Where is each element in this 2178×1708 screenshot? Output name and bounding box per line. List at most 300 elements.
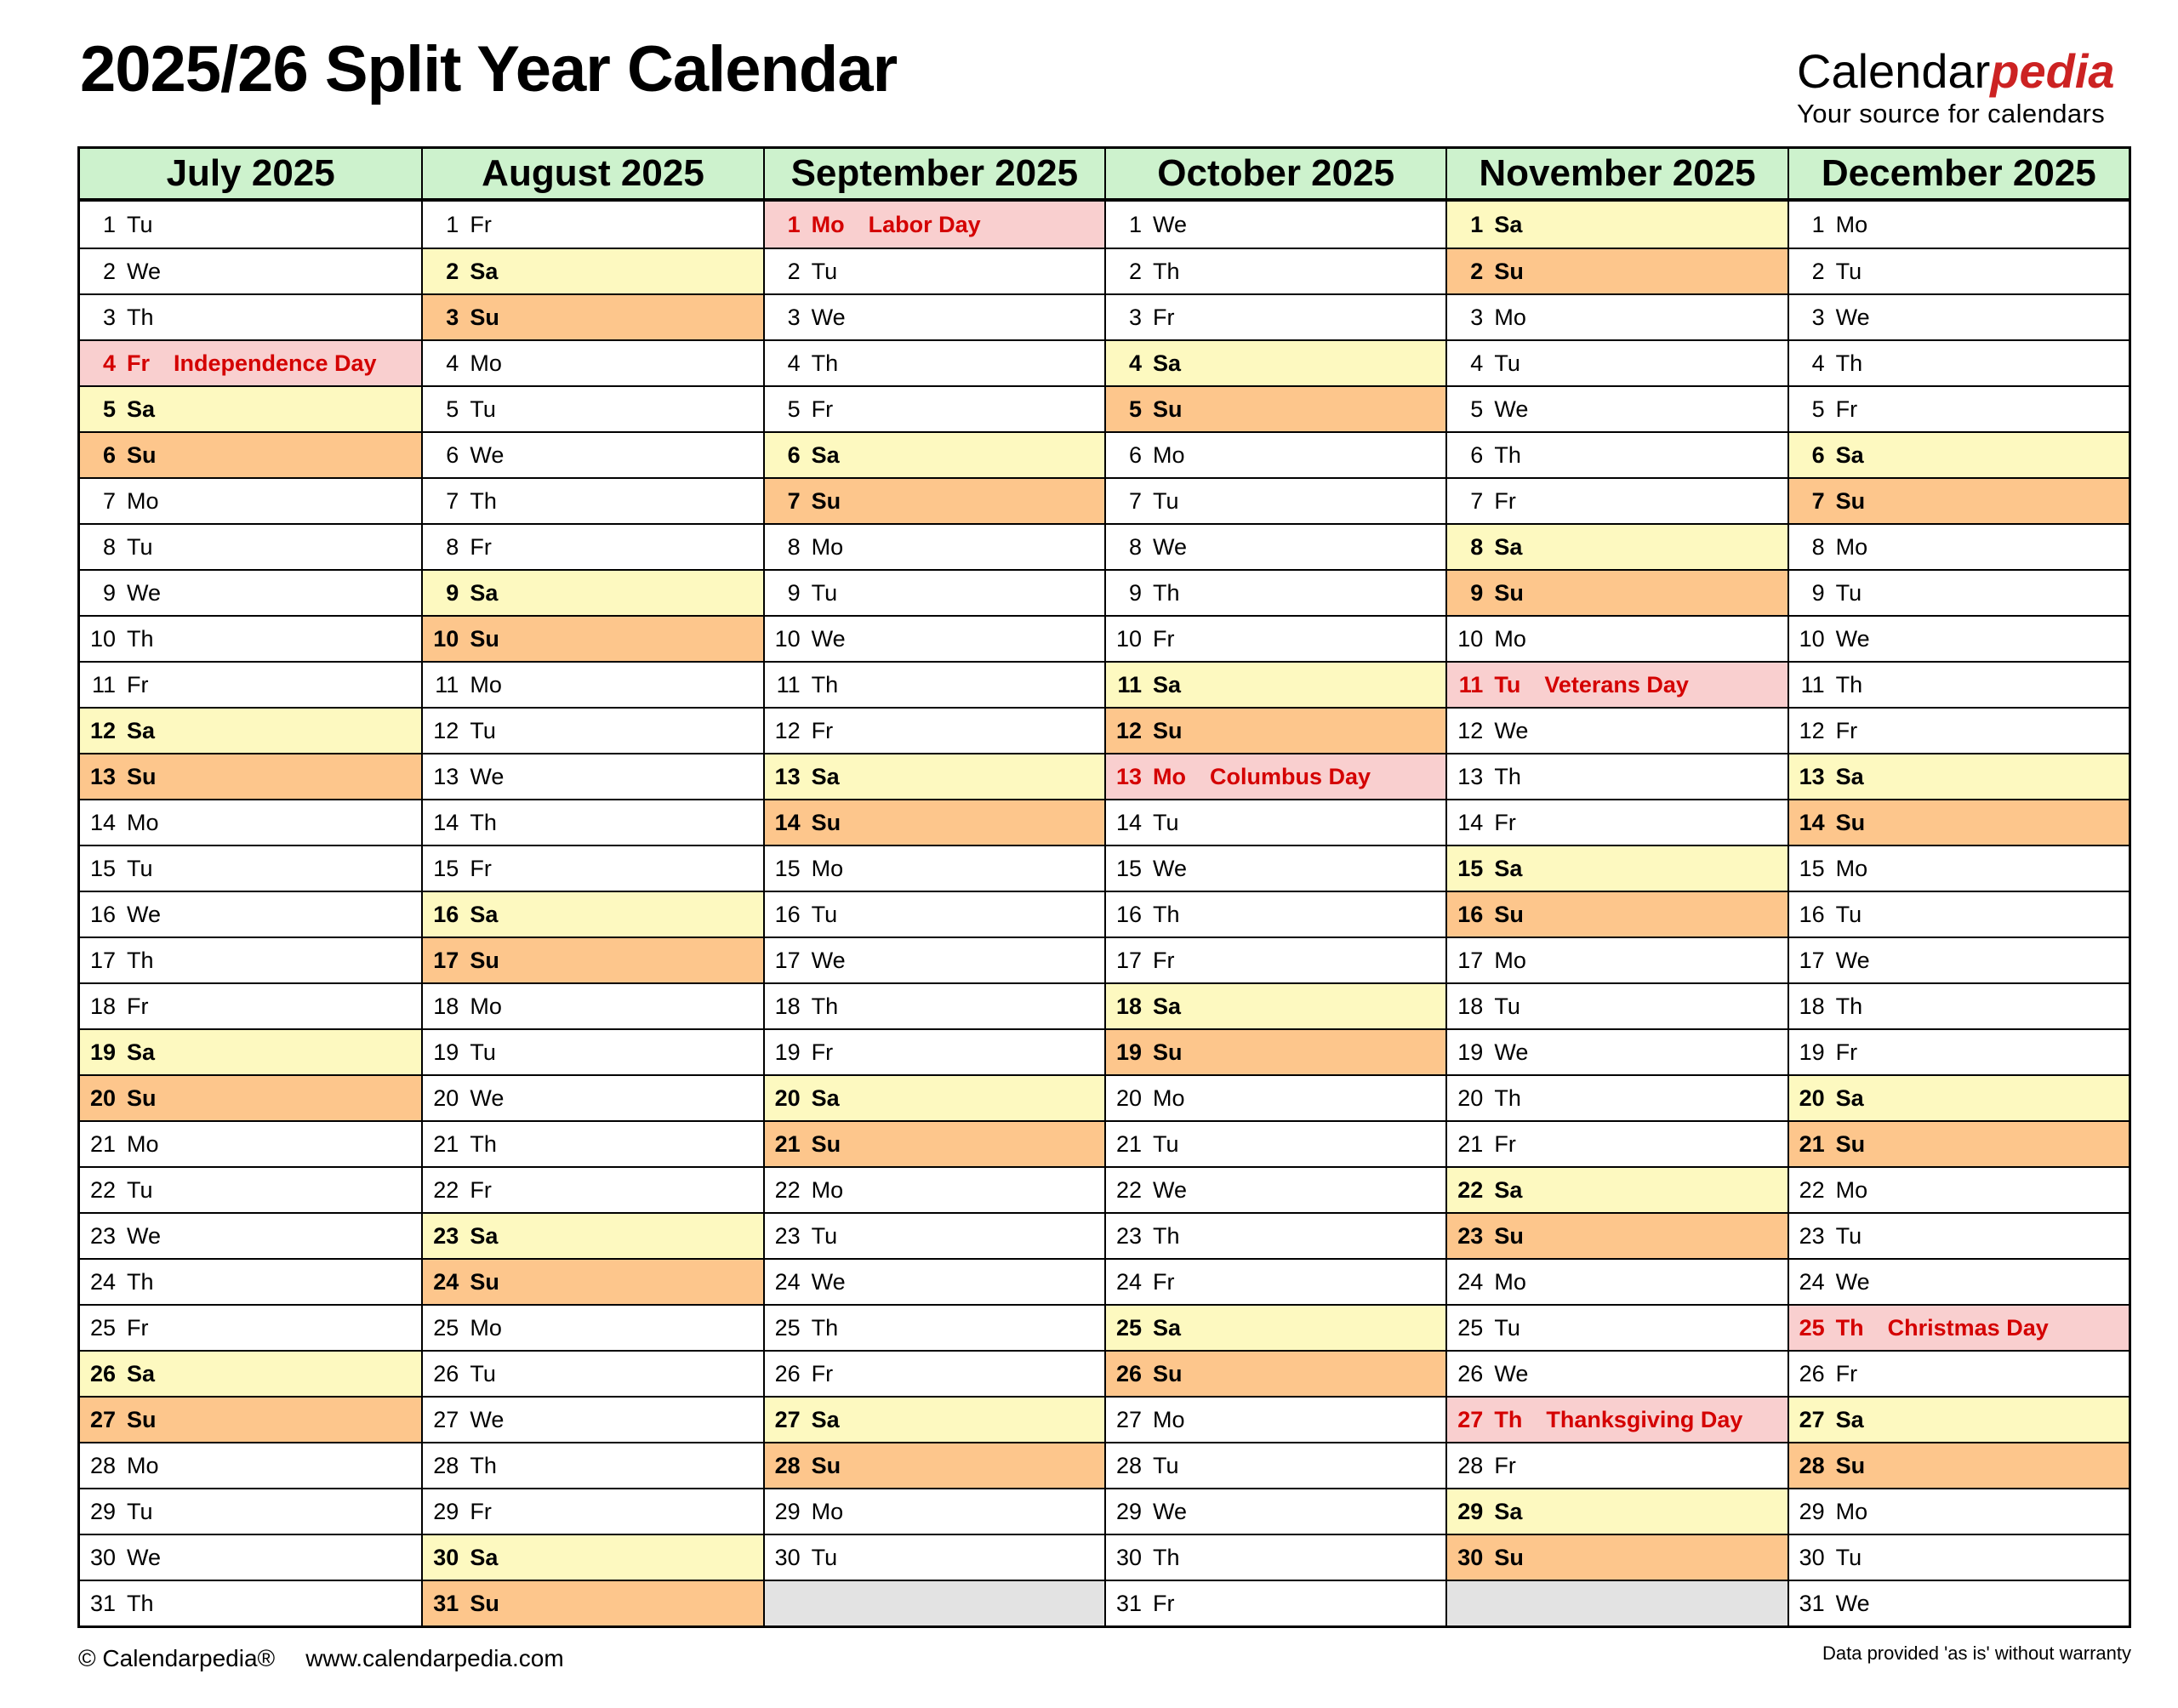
day-number: 14: [433, 809, 459, 835]
day-cell: [80, 1534, 421, 1580]
day-cell: [1447, 339, 1787, 385]
day-number: 22: [774, 1176, 801, 1203]
day-number: 19: [433, 1039, 459, 1065]
day-number: 23: [1115, 1222, 1142, 1249]
day-cell: [1447, 1028, 1787, 1074]
day-number: 17: [1457, 947, 1484, 973]
weekday-label: Mo: [470, 1314, 502, 1341]
weekday-label: Fr: [811, 1360, 834, 1386]
day-number: 4: [446, 350, 459, 376]
weekday-label: Su: [1153, 1039, 1183, 1065]
day-number: 30: [1799, 1544, 1825, 1570]
day-number: 15: [1115, 855, 1142, 881]
day-number: 6: [1128, 441, 1142, 468]
day-cell: [1447, 661, 1787, 707]
day-number: 12: [1457, 717, 1484, 743]
weekday-label: Sa: [1494, 855, 1523, 881]
day-number: 5: [1811, 396, 1825, 422]
day-cell: [1106, 1212, 1445, 1258]
day-cell: [1789, 1488, 2129, 1534]
day-number: 7: [102, 487, 116, 514]
logo-part-red: pedia: [1990, 44, 2115, 98]
day-cell: [1106, 431, 1445, 477]
weekday-label: We: [1153, 1176, 1188, 1203]
day-cell: [765, 753, 1104, 799]
weekday-label: Mo: [811, 855, 844, 881]
day-number: 13: [1115, 763, 1142, 789]
day-number: 14: [774, 809, 801, 835]
day-number: 22: [1799, 1176, 1825, 1203]
day-cell: [80, 891, 421, 937]
day-number: 8: [1811, 533, 1825, 560]
weekday-label: Th: [470, 487, 497, 514]
weekday-label: Sa: [811, 1085, 840, 1111]
day-cell: [423, 1258, 762, 1304]
weekday-label: Mo: [127, 1130, 159, 1157]
month-column: [1104, 149, 1445, 1625]
weekday-label: Mo: [1835, 1498, 1868, 1524]
day-number: 20: [1115, 1085, 1142, 1111]
weekday-label: Mo: [811, 1176, 844, 1203]
day-cell: [423, 293, 762, 339]
weekday-label: Su: [470, 304, 499, 330]
day-cell: [423, 615, 762, 661]
day-number: 30: [89, 1544, 116, 1570]
day-number: 1: [1811, 211, 1825, 237]
day-cell: [765, 937, 1104, 982]
day-cell: [1106, 891, 1445, 937]
weekday-label: Fr: [1153, 1590, 1175, 1616]
day-number: 24: [1115, 1268, 1142, 1295]
weekday-label: Th: [1153, 1544, 1180, 1570]
month-column: [1445, 149, 1787, 1625]
weekday-label: Sa: [811, 441, 840, 468]
day-cell: [1789, 982, 2129, 1028]
weekday-label: Sa: [470, 1222, 499, 1249]
day-cell: [1106, 1350, 1445, 1396]
weekday-label: Th: [1494, 1406, 1523, 1432]
day-cell: [1447, 1120, 1787, 1166]
weekday-label: Th: [127, 1590, 154, 1616]
weekday-label: Fr: [811, 717, 834, 743]
weekday-label: Tu: [1835, 1544, 1862, 1570]
weekday-label: Fr: [1153, 625, 1175, 652]
day-cell: [423, 1304, 762, 1350]
weekday-label: Mo: [1494, 304, 1526, 330]
empty-cell: [1447, 1580, 1787, 1625]
day-number: 17: [774, 947, 801, 973]
weekday-label: Sa: [1153, 350, 1182, 376]
day-number: 26: [1799, 1360, 1825, 1386]
weekday-label: Sa: [811, 763, 840, 789]
day-cell: [1789, 385, 2129, 431]
day-number: 31: [89, 1590, 116, 1616]
day-cell: [1106, 707, 1445, 753]
day-number: 18: [433, 993, 459, 1019]
day-number: 25: [1115, 1314, 1142, 1341]
day-cell: [423, 1534, 762, 1580]
weekday-label: Su: [127, 441, 157, 468]
day-cell: [1106, 385, 1445, 431]
day-cell: [1447, 1350, 1787, 1396]
weekday-label: Fr: [1835, 396, 1858, 422]
day-cell: [423, 431, 762, 477]
weekday-label: Tu: [1153, 487, 1179, 514]
day-cell: [1106, 937, 1445, 982]
day-cell: [80, 1442, 421, 1488]
holiday-name: Labor Day: [868, 211, 981, 237]
holiday-name: Columbus Day: [1209, 763, 1371, 789]
weekday-label: Su: [1153, 1360, 1183, 1386]
weekday-label: Fr: [1153, 947, 1175, 973]
day-number: 4: [1470, 350, 1484, 376]
day-number: 29: [1115, 1498, 1142, 1524]
day-number: 28: [1799, 1452, 1825, 1478]
day-number: 20: [89, 1085, 116, 1111]
day-number: 29: [433, 1498, 459, 1524]
day-number: 2: [787, 258, 801, 284]
day-cell: [765, 1258, 1104, 1304]
weekday-label: Th: [811, 1314, 839, 1341]
holiday-name: Thanksgiving Day: [1546, 1406, 1743, 1432]
weekday-label: Fr: [470, 533, 492, 560]
weekday-label: Mo: [1835, 1176, 1868, 1203]
weekday-label: Sa: [1494, 1498, 1523, 1524]
footer-copyright: [78, 1645, 564, 1672]
weekday-label: Th: [1835, 671, 1863, 697]
footer-disclaimer: Data provided 'as is' without warranty: [1822, 1643, 2131, 1664]
day-number: 14: [89, 809, 116, 835]
day-cell: [765, 1304, 1104, 1350]
weekday-label: Th: [1494, 441, 1521, 468]
day-number: 8: [787, 533, 801, 560]
day-number: 16: [774, 901, 801, 927]
day-cell: [1789, 477, 2129, 523]
weekday-label: Mo: [1835, 533, 1868, 560]
day-cell: [1447, 845, 1787, 891]
day-number: 12: [774, 717, 801, 743]
website-url: www.calendarpedia.com: [305, 1645, 564, 1671]
day-cell: [423, 477, 762, 523]
day-cell: [423, 707, 762, 753]
day-cell: [423, 1488, 762, 1534]
day-cell: [423, 1166, 762, 1212]
weekday-label: Fr: [1835, 1039, 1858, 1065]
weekday-label: Mo: [1835, 855, 1868, 881]
day-cell: [80, 248, 421, 293]
day-number: 10: [89, 625, 116, 652]
weekday-label: Su: [1494, 579, 1524, 606]
day-cell: [1106, 1120, 1445, 1166]
weekday-label: Mo: [1153, 763, 1186, 789]
weekday-label: Tu: [127, 533, 153, 560]
day-cell: [1106, 569, 1445, 615]
day-number: 28: [1115, 1452, 1142, 1478]
weekday-label: Mo: [470, 993, 502, 1019]
day-cell: [765, 1028, 1104, 1074]
weekday-label: We: [1835, 1590, 1870, 1616]
day-cell: [423, 569, 762, 615]
day-cell: [80, 1028, 421, 1074]
day-cell: [1789, 707, 2129, 753]
day-number: 6: [1811, 441, 1825, 468]
day-number: 12: [89, 717, 116, 743]
weekday-label: Tu: [811, 579, 838, 606]
day-number: 6: [787, 441, 801, 468]
day-cell: [80, 569, 421, 615]
month-header: October 2025: [1106, 149, 1445, 202]
weekday-label: Su: [470, 1268, 499, 1295]
weekday-label: Su: [470, 947, 499, 973]
day-number: 21: [1799, 1130, 1825, 1157]
day-number: 18: [1115, 993, 1142, 1019]
weekday-label: We: [1153, 211, 1188, 237]
day-cell: [765, 1212, 1104, 1258]
day-cell: [423, 202, 762, 248]
weekday-label: Fr: [470, 855, 492, 881]
day-cell: [765, 799, 1104, 845]
weekday-label: Th: [127, 625, 154, 652]
holiday-name: Independence Day: [174, 350, 377, 376]
day-number: 29: [89, 1498, 116, 1524]
day-cell: [423, 799, 762, 845]
month-column: [80, 149, 421, 1625]
day-cell: [1789, 569, 2129, 615]
day-number: 8: [102, 533, 116, 560]
day-number: 19: [1115, 1039, 1142, 1065]
weekday-label: Tu: [1494, 671, 1521, 697]
copyright-text: © Calendarpedia®: [78, 1645, 276, 1671]
day-cell: [1789, 891, 2129, 937]
day-number: 17: [1799, 947, 1825, 973]
day-number: 3: [1811, 304, 1825, 330]
day-number: 1: [1128, 211, 1142, 237]
day-number: 27: [774, 1406, 801, 1432]
weekday-label: We: [127, 901, 162, 927]
day-cell: [1106, 982, 1445, 1028]
day-cell: [423, 753, 762, 799]
weekday-label: We: [1835, 1268, 1870, 1295]
weekday-label: Tu: [127, 1498, 153, 1524]
weekday-label: Su: [127, 1085, 157, 1111]
weekday-label: Mo: [1494, 947, 1526, 973]
month-header: November 2025: [1447, 149, 1787, 202]
day-cell: [80, 523, 421, 569]
day-number: 21: [774, 1130, 801, 1157]
day-number: 15: [1457, 855, 1484, 881]
day-number: 11: [1458, 671, 1484, 697]
day-number: 18: [1457, 993, 1484, 1019]
day-number: 14: [1457, 809, 1484, 835]
day-number: 25: [1457, 1314, 1484, 1341]
day-number: 24: [433, 1268, 459, 1295]
day-cell: [1447, 523, 1787, 569]
day-number: 14: [1115, 809, 1142, 835]
day-number: 13: [433, 763, 459, 789]
weekday-label: Sa: [470, 1544, 499, 1570]
weekday-label: Fr: [1494, 809, 1516, 835]
day-number: 5: [787, 396, 801, 422]
day-cell: [423, 1074, 762, 1120]
day-cell: [1789, 523, 2129, 569]
weekday-label: We: [470, 1085, 505, 1111]
day-cell: [1789, 339, 2129, 385]
day-number: 24: [89, 1268, 116, 1295]
day-cell: [80, 1166, 421, 1212]
weekday-label: Sa: [470, 258, 499, 284]
day-number: 30: [1115, 1544, 1142, 1570]
weekday-label: Fr: [1494, 487, 1516, 514]
day-number: 12: [1115, 717, 1142, 743]
weekday-label: Tu: [1835, 1222, 1862, 1249]
day-number: 11: [1800, 671, 1825, 697]
day-cell: [1447, 1258, 1787, 1304]
weekday-label: Th: [1494, 1085, 1521, 1111]
day-cell: [423, 248, 762, 293]
day-number: 16: [1115, 901, 1142, 927]
day-number: 11: [1117, 671, 1142, 697]
weekday-label: Th: [127, 947, 154, 973]
day-cell: [80, 661, 421, 707]
day-cell: [765, 707, 1104, 753]
day-number: 18: [774, 993, 801, 1019]
weekday-label: We: [1153, 1498, 1188, 1524]
day-number: 3: [102, 304, 116, 330]
day-number: 15: [1799, 855, 1825, 881]
day-cell: [80, 339, 421, 385]
weekday-label: Tu: [1835, 901, 1862, 927]
weekday-label: Sa: [127, 1360, 156, 1386]
weekday-label: Sa: [127, 717, 156, 743]
day-cell: [1106, 1488, 1445, 1534]
weekday-label: Su: [1494, 901, 1524, 927]
day-cell: [1447, 891, 1787, 937]
day-number: 23: [433, 1222, 459, 1249]
day-number: 26: [1115, 1360, 1142, 1386]
day-cell: [1447, 707, 1787, 753]
weekday-label: We: [811, 947, 846, 973]
day-cell: [1106, 1028, 1445, 1074]
day-cell: [1789, 615, 2129, 661]
weekday-label: Su: [1494, 258, 1524, 284]
weekday-label: Fr: [127, 350, 150, 376]
day-cell: [765, 615, 1104, 661]
day-number: 23: [1457, 1222, 1484, 1249]
weekday-label: Su: [811, 1130, 841, 1157]
day-number: 26: [433, 1360, 459, 1386]
weekday-label: Fr: [470, 211, 492, 237]
day-cell: [1789, 1074, 2129, 1120]
day-number: 1: [446, 211, 459, 237]
day-number: 9: [1128, 579, 1142, 606]
weekday-label: We: [1835, 625, 1870, 652]
day-number: 30: [774, 1544, 801, 1570]
day-cell: [765, 845, 1104, 891]
day-number: 13: [89, 763, 116, 789]
weekday-label: Th: [1835, 1314, 1864, 1341]
day-number: 16: [89, 901, 116, 927]
weekday-label: We: [811, 1268, 846, 1295]
weekday-label: Th: [1153, 579, 1180, 606]
weekday-label: Fr: [1153, 304, 1175, 330]
day-number: 10: [774, 625, 801, 652]
weekday-label: Mo: [470, 350, 502, 376]
day-cell: [765, 1350, 1104, 1396]
day-cell: [80, 477, 421, 523]
day-cell: [1447, 1074, 1787, 1120]
day-cell: [1447, 799, 1787, 845]
day-number: 9: [446, 579, 459, 606]
weekday-label: Tu: [1835, 258, 1862, 284]
day-number: 28: [774, 1452, 801, 1478]
day-cell: [1447, 431, 1787, 477]
day-number: 6: [446, 441, 459, 468]
day-number: 29: [1457, 1498, 1484, 1524]
weekday-label: Fr: [1153, 1268, 1175, 1295]
weekday-label: We: [1153, 855, 1188, 881]
weekday-label: We: [1494, 1360, 1529, 1386]
weekday-label: Su: [1835, 1130, 1866, 1157]
day-cell: [80, 431, 421, 477]
day-number: 4: [1128, 350, 1142, 376]
day-number: 20: [1799, 1085, 1825, 1111]
weekday-label: Th: [1153, 1222, 1180, 1249]
day-number: 11: [435, 671, 459, 697]
day-number: 10: [1457, 625, 1484, 652]
day-cell: [1106, 248, 1445, 293]
logo-wordmark: [1797, 44, 2115, 98]
day-number: 13: [774, 763, 801, 789]
day-number: 2: [102, 258, 116, 284]
weekday-label: We: [127, 579, 162, 606]
page-title: 2025/26 Split Year Calendar: [80, 33, 898, 105]
day-number: 8: [1470, 533, 1484, 560]
weekday-label: Su: [811, 487, 841, 514]
day-number: 17: [89, 947, 116, 973]
weekday-label: Su: [1153, 717, 1183, 743]
day-cell: [423, 1212, 762, 1258]
month-header: December 2025: [1789, 149, 2129, 202]
weekday-label: Sa: [1153, 671, 1182, 697]
weekday-label: Mo: [127, 1452, 159, 1478]
weekday-label: Th: [811, 350, 839, 376]
weekday-label: Sa: [1494, 533, 1523, 560]
day-cell: [423, 385, 762, 431]
day-cell: [1789, 661, 2129, 707]
day-cell: [80, 1304, 421, 1350]
day-cell: [80, 845, 421, 891]
day-number: 3: [787, 304, 801, 330]
day-number: 26: [1457, 1360, 1484, 1386]
day-cell: [423, 661, 762, 707]
day-cell: [1106, 615, 1445, 661]
weekday-label: Fr: [127, 993, 149, 1019]
day-cell: [1106, 1442, 1445, 1488]
weekday-label: Mo: [1835, 211, 1868, 237]
day-number: 21: [433, 1130, 459, 1157]
day-cell: [1789, 1258, 2129, 1304]
day-cell: [1106, 1580, 1445, 1625]
day-cell: [1447, 1396, 1787, 1442]
weekday-label: Sa: [1494, 211, 1523, 237]
day-number: 11: [776, 671, 801, 697]
day-number: 16: [433, 901, 459, 927]
logo-part-black: Calendar: [1797, 44, 1991, 98]
weekday-label: Mo: [1153, 1085, 1185, 1111]
day-number: 15: [433, 855, 459, 881]
day-cell: [765, 477, 1104, 523]
day-number: 3: [1128, 304, 1142, 330]
